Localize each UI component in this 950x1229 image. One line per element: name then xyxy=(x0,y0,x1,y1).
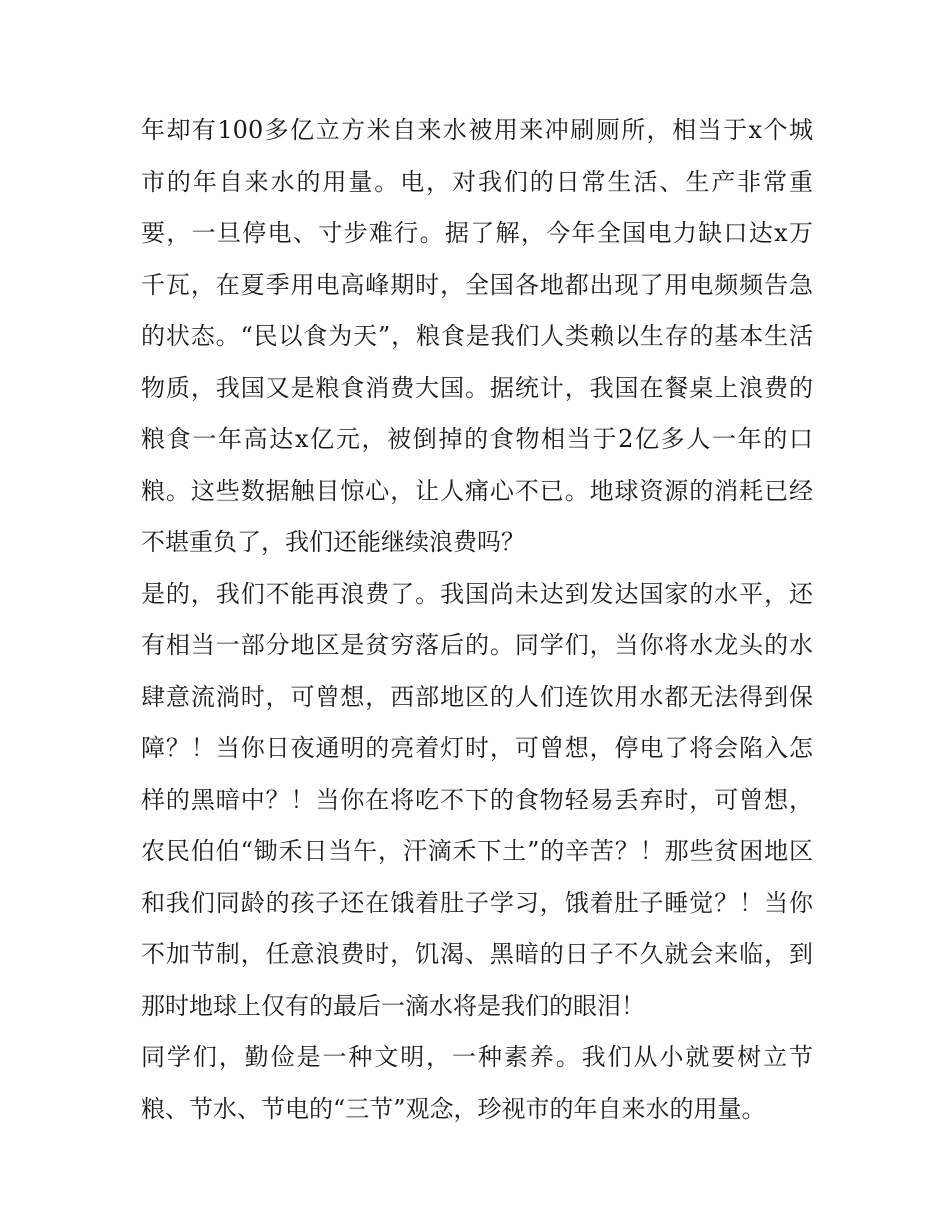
text-line: 同学们，勤俭是一种文明，一种素养。我们从小就要树立节 xyxy=(141,1043,813,1071)
text-line: 粮、节水、节电的“三节”观念，珍视市的年自来水的用量。 xyxy=(141,1094,766,1123)
text-line: 年却有100多亿立方米自来水被用来冲刷厕所，相当于x个城 xyxy=(141,116,813,144)
text-line: 要，一旦停电、寸步难行。据了解，今年全国电力缺口达x万 xyxy=(141,219,813,247)
text-line: 那时地球上仅有的最后一滴水将是我们的眼泪！ xyxy=(141,991,645,1020)
text-line: 是的，我们不能再浪费了。我国尚未达到发达国家的水平，还 xyxy=(141,579,813,608)
text-line: 物质，我国又是粮食消费大国。据统计，我国在餐桌上浪费的 xyxy=(141,373,813,402)
text-line: 农民伯伯“锄禾日当午，汗滴禾下土”的辛苦？！那些贫困地区 xyxy=(141,837,813,865)
text-line: 千瓦，在夏季用电高峰期时，全国各地都出现了用电频频告急 xyxy=(141,270,813,299)
text-line: 有相当一部分地区是贫穷落后的。同学们，当你将水龙头的水 xyxy=(141,631,813,659)
text-line: 障？！当你日夜通明的亮着灯时，可曾想，停电了将会陷入怎 xyxy=(141,734,813,762)
text-line: 粮。这些数据触目惊心，让人痛心不已。地球资源的消耗已经 xyxy=(141,476,813,505)
text-line: 粮食一年高达x亿元，被倒掉的食物相当于2亿多人一年的口 xyxy=(141,425,813,453)
text-line: 市的年自来水的用量。电，对我们的日常生活、生产非常重 xyxy=(141,167,813,196)
text-line: 样的黑暗中？！当你在将吃不下的食物轻易丢弃时，可曾想， xyxy=(141,785,813,814)
text-line: 不堪重负了，我们还能继续浪费吗？ xyxy=(141,528,525,556)
text-line: 肆意流淌时，可曾想，西部地区的人们连饮用水都无法得到保 xyxy=(141,682,813,711)
text-line: 不加节制，任意浪费时，饥渴、黑暗的日子不久就会来临，到 xyxy=(141,940,813,968)
text-line: 的状态。“民以食为天”，粮食是我们人类赖以生存的基本生活 xyxy=(141,322,813,350)
body-text xyxy=(141,105,813,1135)
text-line: 和我们同龄的孩子还在饿着肚子学习，饿着肚子睡觉？！当你 xyxy=(141,888,813,917)
